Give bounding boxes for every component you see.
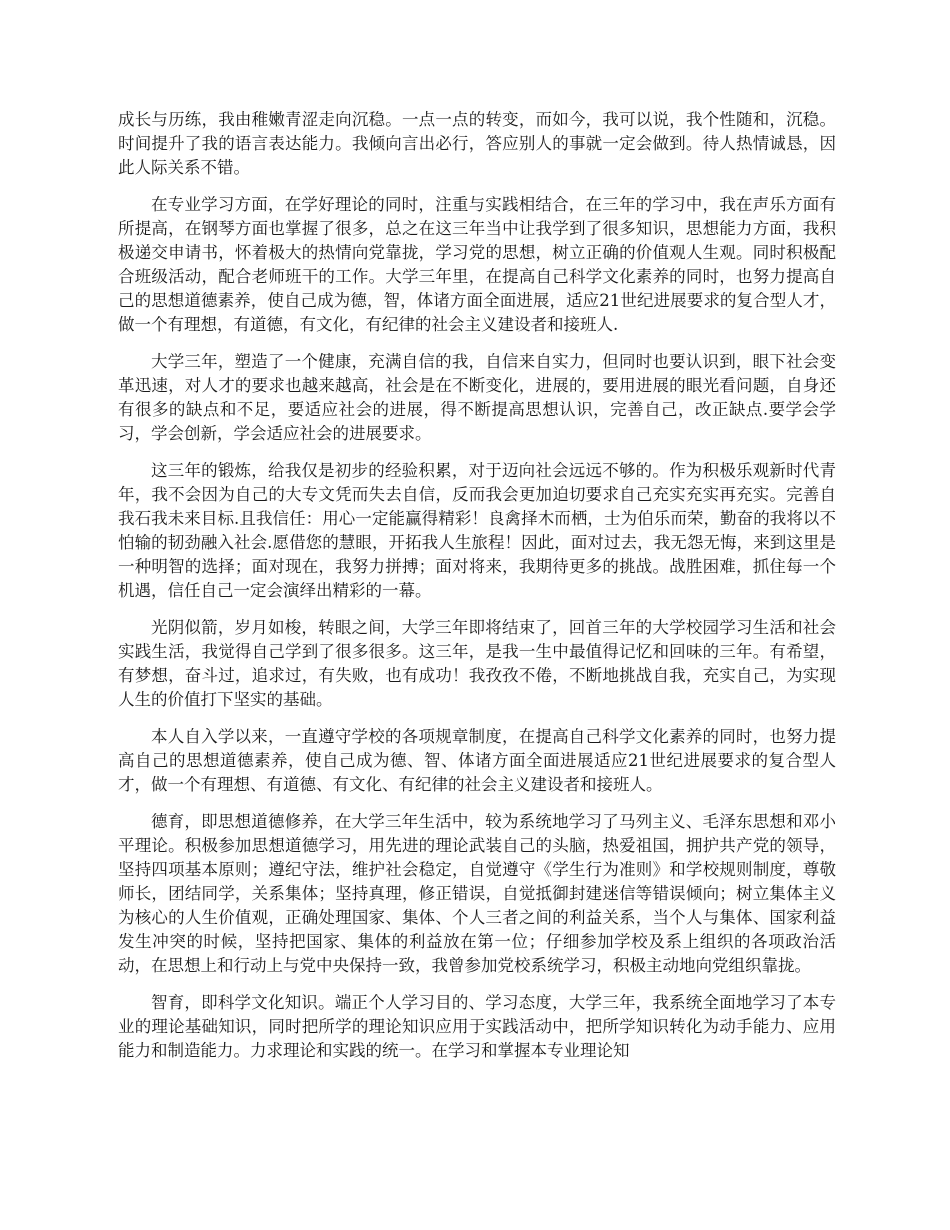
paragraph-6: 本人自入学以来，一直遵守学校的各项规章制度，在提高自己科学文化素养的同时，也努力提高自己的思想道德素养，使自己成为德、智、体诸方面全面进展适应21世纪进展要求的复合型人才，做一个有理想、有道德、有文化、有纪律的社会主义建设者和接班人。 bbox=[118, 727, 836, 794]
paragraph-8: 智育，即科学文化知识。端正个人学习目的、学习态度，大学三年，我系统全面地学习了本专业的理论基础知识，同时把所学的理论知识应用于实践活动中，把所学知识转化为动手能力、应用能力和制造能力。力求理论和实践的统一。在学习和掌握本专业理论知 bbox=[118, 993, 836, 1060]
paragraph-3: 大学三年，塑造了一个健康，充满自信的我，自信来自实力，但同时也要认识到，眼下社会变革迅速，对人才的要求也越来越高，社会是在不断变化，进展的，要用进展的眼光看问题，自身还有很多的缺点和不足，要适应社会的进展，得不断提高思想认识，完善自己，改正缺点.要学会学习，学会创新，学会适应社会的进展要求。 bbox=[118, 352, 836, 443]
paragraph-2: 在专业学习方面，在学好理论的同时，注重与实践相结合，在三年的学习中，我在声乐方面有所提高，在钢琴方面也掌握了很多，总之在这三年当中让我学到了很多知识，思想能力方面，我积极递交申请书，怀着极大的热情向党靠拢，学习党的思想，树立正确的价值观人生观。同时积极配合班级活动，配合老师班干的工作。大学三年里，在提高自己科学文化素养的同时，也努力提高自己的思想道德素养，使自己成为德，智，体诸方面全面进展，适应21世纪进展要求的复合型人才，做一个有理想，有道德，有文化，有纪律的社会主义建设者和接班人. bbox=[118, 195, 836, 334]
paragraph-5: 光阴似箭，岁月如梭，转眼之间，大学三年即将结束了，回首三年的大学校园学习生活和社会实践生活，我觉得自己学到了很多很多。这三年，是我一生中最值得记忆和回味的三年。有希望，有梦想，奋斗过，追求过，有失败，也有成功！我孜孜不倦，不断地挑战自我，充实自己，为实现人生的价值打下坚实的基础。 bbox=[118, 618, 836, 709]
document-page bbox=[118, 108, 836, 1076]
paragraph-7: 德育，即思想道德修养，在大学三年生活中，较为系统地学习了马列主义、毛泽东思想和邓小平理论。积极参加思想道德学习，用先进的理论武装自己的头脑，热爱祖国，拥护共产党的领导，坚持四项基本原则；遵纪守法，维护社会稳定，自觉遵守《学生行为准则》和学校规则制度，尊敬师长，团结同学，关系集体；坚持真理，修正错误，自觉抵御封建迷信等错误倾向；树立集体主义为核心的人生价值观，正确处理国家、集体、个人三者之间的利益关系，当个人与集体、国家利益发生冲突的时候，坚持把国家、集体的利益放在第一位；仔细参加学校及系上组织的各项政治活动，在思想上和行动上与党中央保持一致，我曾参加党校系统学习，积极主动地向党组织靠拢。 bbox=[118, 812, 836, 975]
paragraph-4: 这三年的锻炼，给我仅是初步的经验积累，对于迈向社会远远不够的。作为积极乐观新时代青年，我不会因为自己的大专文凭而失去自信，反而我会更加迫切要求自己充实充实再充实。完善自我石我未来目标.且我信任：用心一定能赢得精彩！良禽择木而栖，士为伯乐而荣，勤奋的我将以不怕输的韧劲融入社会.愿借您的慧眼，开拓我人生旅程！因此，面对过去，我无怨无悔，来到这里是一种明智的选择；面对现在，我努力拼搏；面对将来，我期待更多的挑战。战胜困难，抓住每一个机遇，信任自己一定会演绎出精彩的一幕。 bbox=[118, 461, 836, 600]
paragraph-1: 成长与历练，我由稚嫩青涩走向沉稳。一点一点的转变，而如今，我可以说，我个性随和，沉稳。时间提升了我的语言表达能力。我倾向言出必行，答应别人的事就一定会做到。待人热情诚恳，因此人际关系不错。 bbox=[118, 110, 836, 177]
